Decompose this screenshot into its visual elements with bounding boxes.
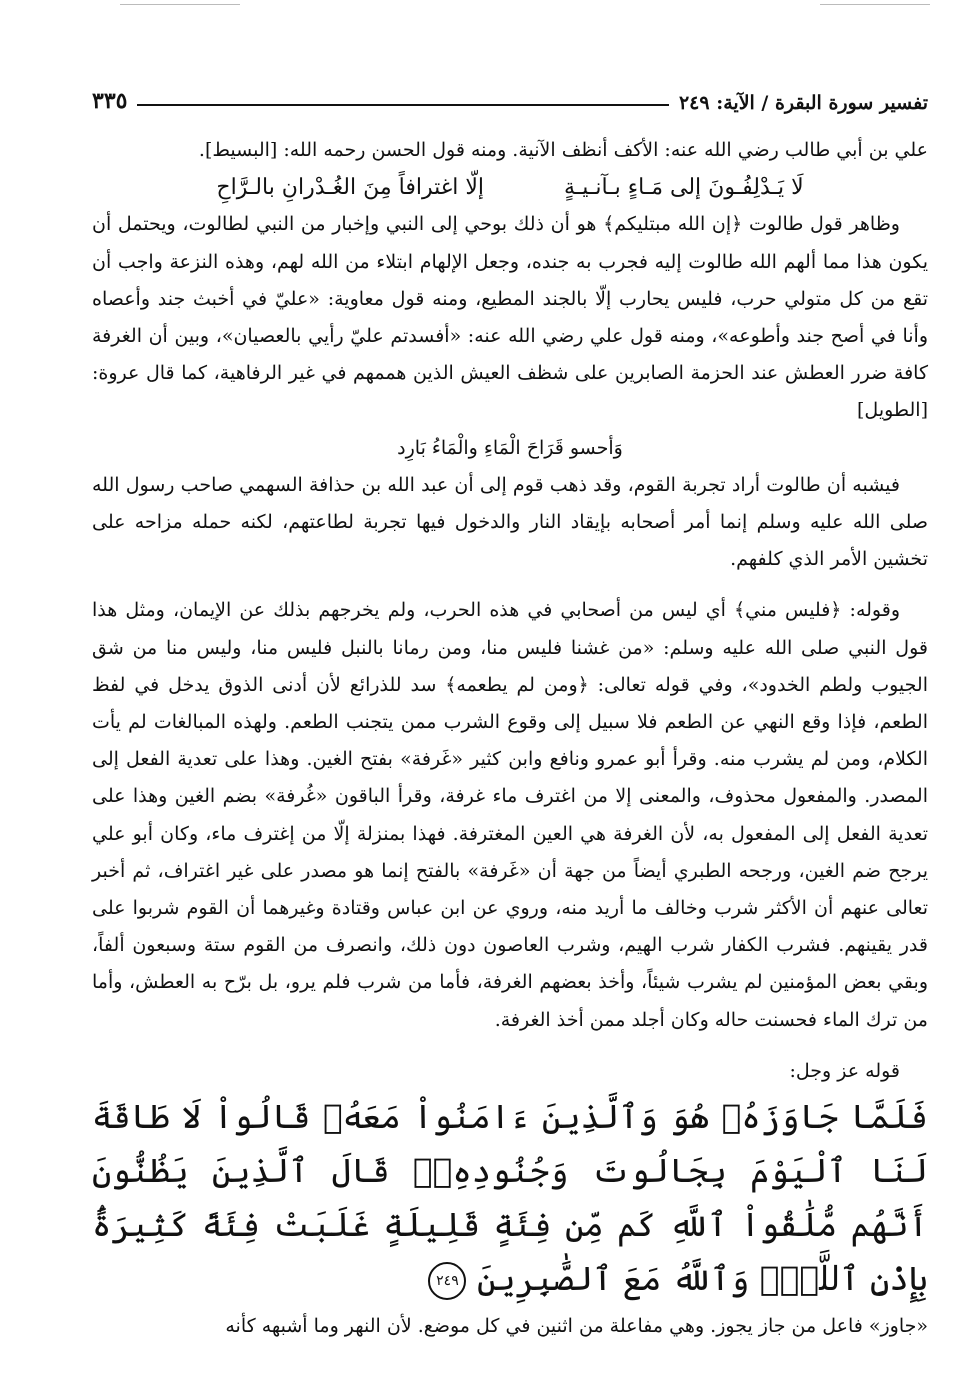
commentary-start	[92, 1308, 928, 1344]
poetry-verse-2: وَأحسو قَرَاحَ الْمَاءِ والْمَاءُ بَارِد	[397, 436, 623, 459]
crop-mark	[120, 4, 240, 5]
paragraph-3: فيشبه أن طالوت أراد تجربة القوم، وقد ذهب قوم إلى أن عبد الله بن حذافة السهمي صاحب رسول الله صلى الله عليه وسلم إنما أمر أصحابه بإيقاد النار والدخول فيها تجربة لطاعتهم، لكنه حمله مزاحه على تخشين الأمر الذي كلفهم.	[92, 473, 928, 571]
header-rule	[137, 104, 669, 106]
poetry-verse-1	[92, 169, 928, 206]
paragraph-5: «جاوز» فاعل من جاز يجوز. وهي مفاعلة من اثنين في كل موضع. لأن النهر وما أشبهه كأنه	[225, 1315, 928, 1337]
header-title: تفسير سورة البقرة / الآية: ٢٤٩	[678, 92, 928, 114]
crop-marks	[0, 0, 960, 10]
paragraph-2: وظاهر قول طالوت ﴿إن الله مبتليكم﴾ هو أن ذلك بوحي إلى النبي وإخبار من النبي لطالوت، ويحتمل أن يكون هذا مما ألهم الله طالوت إليه فجرب به جنده، وجعل الإلهام ابتلاء من الله لهم، وهذه النزعة واجب أن تقع من كل متولي حرب، فليس يحارب إلّا بالجند المطيع، ومنه قول معاوية: «عليّ في أخبث جند وأعصاه وأنا في أصح جند وأطوعه»، ومنه قول علي رضي الله عنه: «أفسدتم عليّ رأيي بالعصيان»، وبين أن الغرفة كافة ضرر العطش عند الحزمة الصابرين على شظف العيش الذين هممهم في غير الرفاهية، كما قال عروة: [الطويل]	[92, 213, 928, 422]
paragraph-1: علي بن أبي طالب رضي الله عنه: الأكف أنظف الآنية. ومنه قول الحسن رحمه الله: [البسيط].	[198, 139, 928, 161]
ayah-number-icon: ٢٤٩	[428, 1262, 466, 1300]
page-body	[92, 132, 928, 1306]
quran-intro: قوله عز وجل:	[789, 1059, 900, 1082]
verse-hemistich-2: إلّا اغترافاً مِنَ الغُـدْرانِ بالـرَّاحِ	[216, 175, 485, 201]
crop-mark	[820, 4, 930, 5]
quran-verse-text: فَلَمَّا جَاوَزَهُۥ هُوَ وَٱلَّذِينَ ءَامَنُواْ مَعَهُۥ قَالُواْ لَا طَاقَةَ لَنَا ٱلْيَوْمَ بِجَالُوتَ وَجُنُودِهِۦۚ قَالَ ٱلَّذِينَ يَظُنُّونَ أَنَّهُم مُّلَٰقُواْ ٱللَّهِ كَم مِّن فِئَةٍ قَلِيلَةٍ غَلَبَتْ فِئَةً كَثِيرَةًۢ بِإِذْنِ ٱللَّهِۗ وَٱللَّهُ مَعَ ٱلصَّٰبِرِينَ	[92, 1097, 928, 1299]
spacer	[92, 578, 928, 592]
page-number: ٣٣٥	[92, 88, 128, 114]
quran-verse	[92, 1090, 928, 1306]
verse-hemistich-1: لَا يَـدْلِفُـونَ إلى مَـاءٍ بـآنـيـةٍ	[564, 175, 804, 201]
spacer	[92, 1039, 928, 1053]
running-header	[92, 78, 928, 114]
paragraph-4: وقوله: ﴿فليس مني﴾ أي ليس من أصحابي في هذه الحرب، ولم يخرجهم بذلك عن الإيمان، ومثل هذا قول النبي صلى الله عليه وسلم: «من غشنا فليس منا، ومن رمانا بالنبل فليس منا، وليس منا من شق الجيوب ولطم الخدود»، وفي قوله تعالى: ﴿ومن لم يطعمه﴾ سد للذرائع لأن أدنى الذوق يدخل في لفظ الطعم، فإذا وقع النهي عن الطعم فلا سبيل إلى وقوع الشرب ممن يتجنب الطعم. ولهذه المبالغات لم يأت الكلام، ومن لم يشرب منه. وقرأ أبو عمرو ونافع وابن كثير «غَرفة» بفتح الغين. وهذا على تعدية الفعل إلى المصدر. والمفعول محذوف، والمعنى إلا من اغترف ماء غرفة، وقرأ الباقون «غُرفة» بضم الغين وهذا على تعدية الفعل إلى المفعول به، لأن الغرفة هي العين المغترفة. فهذا بمنزلة إلّا من إغترف ماء، وكان أبو علي يرجح ضم الغين، ورجحه الطبري أيضاً من جهة أن «غَرفة» بالفتح إنما هو مصدر على غير اغتراف، ثم أخبر تعالى عنهم أن الأكثر شرب وخالف ما أريد منه، وروي عن ابن عباس وقتادة وغيرهما أن القوم شربوا على قدر يقينهم. فشرب الكفار شرب الهيم، وشرب العاصون دون ذلك، وانصرف من القوم ستة وسبعون ألفاً، وبقي بعض المؤمنين لم يشرب شيئاً، وأخذ بعضهم الغرفة، فأما من شرب فلم يرو، بل برّح به العطش، وأما من ترك الماء فحسنت حاله وكان أجلد ممن أخذ الغرفة.	[92, 599, 928, 1031]
